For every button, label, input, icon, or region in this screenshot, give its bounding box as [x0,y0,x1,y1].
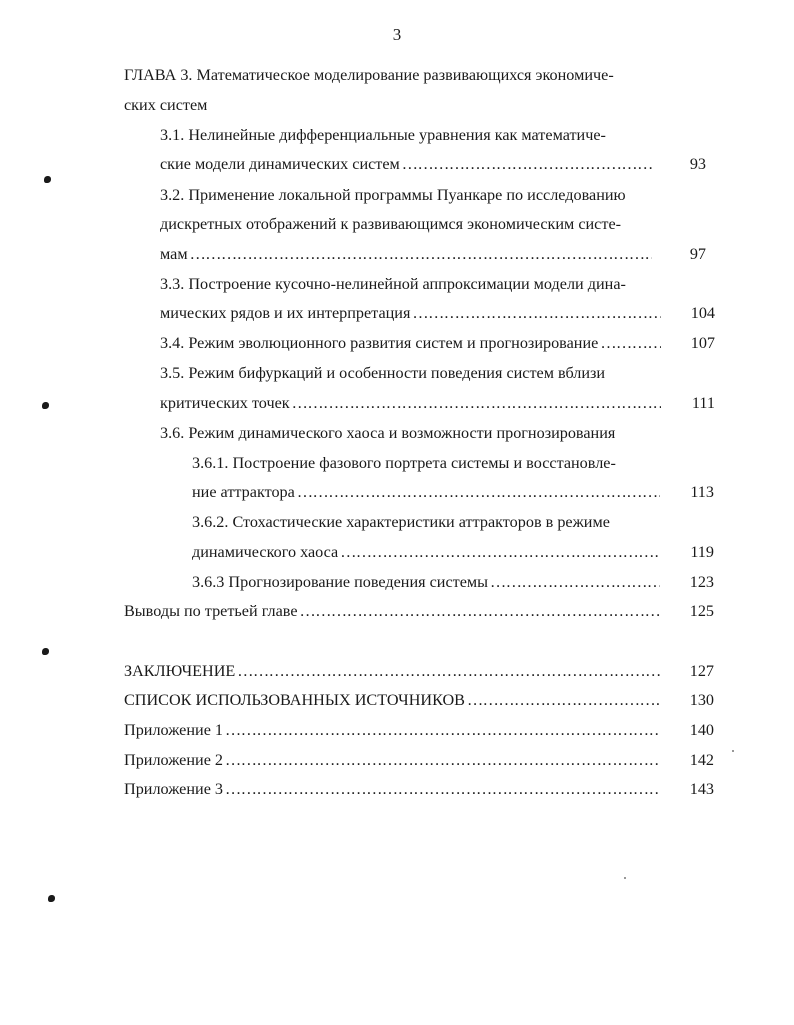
toc-entry-3-4-line-1: 3.4. Режим эволюционного развития систем и прогнозирование [160,334,599,352]
toc-entry-references[interactable] [124,689,714,711]
toc-page-number: 97 [689,245,706,263]
scan-mark [42,402,49,409]
toc-page-number: 104 [690,304,715,322]
leader-dots [600,332,661,354]
toc-entry-3-6-1-line-2: ние аттрактора [192,483,295,501]
toc-page-number: 93 [689,155,706,173]
toc-entry-label: Приложение 3 [124,780,224,798]
chapter-title-line-1: ГЛАВА 3. Математическое моделирование развивающихся экономиче- [124,66,614,84]
toc-entry-3-2[interactable] [160,243,706,265]
toc-entry-3-6-2[interactable] [192,541,714,563]
toc-entry-chapter-conclusions[interactable] [124,600,714,622]
leader-dots [292,392,661,414]
scan-mark [48,895,55,902]
toc-entry-3-3[interactable] [160,302,715,324]
toc-page-number: 125 [689,602,714,620]
toc-entry-3-1-line-2: ские модели динамических систем [160,155,400,173]
toc-entry-3-5-line-1: 3.5. Режим бифуркаций и особенности поведения систем вблизи [160,364,606,382]
toc-entry-3-1[interactable] [160,153,706,175]
toc-entry-3-6-3-line-1: 3.6.3 Прогнозирование поведения системы [192,573,489,591]
toc-page-number: 119 [690,543,714,561]
leader-dots [297,481,660,503]
leader-dots [190,243,652,265]
toc-entry-conclusion[interactable] [124,660,714,682]
scan-mark [42,648,49,655]
toc-entry-3-2-line-1: 3.2. Применение локальной программы Пуанкаре по исследованию [160,186,626,204]
toc-entry-3-3-line-2: мических рядов и их интерпретация [160,304,411,322]
leader-dots [225,749,660,771]
leader-dots [225,778,660,800]
leader-dots [300,600,660,622]
leader-dots [490,571,660,593]
toc-entry-label: СПИСОК ИСПОЛЬЗОВАННЫХ ИСТОЧНИКОВ [124,691,465,709]
scan-speck [732,750,734,752]
toc-page-number: 143 [689,780,714,798]
leader-dots [467,689,660,711]
toc-entry-3-6[interactable]: 3.6. Режим динамического хаоса и возможности прогнозирования [160,424,616,442]
scan-speck [624,877,626,879]
toc-entry-3-2-line-2: дискретных отображений к развивающимся экономическим систе- [160,215,622,233]
scan-mark [44,176,51,183]
leader-dots [402,153,652,175]
toc-entry-3-2-line-3: мам [160,245,188,263]
toc-entry-3-6-1[interactable] [192,481,714,503]
toc-entry-label: Выводы по третьей главе [124,602,298,620]
toc-entry-3-3-line-1: 3.3. Построение кусочно-нелинейной аппроксимации модели дина- [160,275,626,293]
toc-page-number: 113 [690,483,714,501]
toc-page-number: 142 [689,751,714,769]
toc-entry-3-6-2-line-1: 3.6.2. Стохастические характеристики аттракторов в режиме [192,513,610,531]
toc-page-number: 123 [689,573,714,591]
toc-entry-label: ЗАКЛЮЧЕНИЕ [124,662,236,680]
leader-dots [412,302,661,324]
toc-entry-appendix-1[interactable] [124,719,714,741]
leader-dots [237,660,660,682]
chapter-title-line-2: ских систем [124,96,208,114]
toc-entry-appendix-2[interactable] [124,749,714,771]
leader-dots [225,719,660,741]
toc-page-number: 127 [689,662,714,680]
toc-page-number: 140 [689,721,714,739]
toc-entry-3-6-1-line-1: 3.6.1. Построение фазового портрета системы и восстановле- [192,454,616,472]
page-number: 3 [392,25,402,44]
toc-entry-3-1-line-1: 3.1. Нелинейные дифференциальные уравнения как математиче- [160,126,606,144]
toc-entry-3-5[interactable] [160,392,715,414]
toc-entry-3-5-line-2: критических точек [160,394,290,412]
toc-entry-appendix-3[interactable] [124,778,714,800]
toc-entry-label: Приложение 1 [124,721,224,739]
toc-entry-3-6-2-line-2: динамического хаоса [192,543,339,561]
toc-page-number: 130 [689,691,714,709]
leader-dots [340,541,660,563]
toc-page-number: 107 [690,334,715,352]
toc-entry-label: Приложение 2 [124,751,224,769]
toc-entry-3-4[interactable] [160,332,715,354]
toc-page-number: 111 [691,394,715,412]
toc-entry-3-6-3[interactable] [192,571,714,593]
